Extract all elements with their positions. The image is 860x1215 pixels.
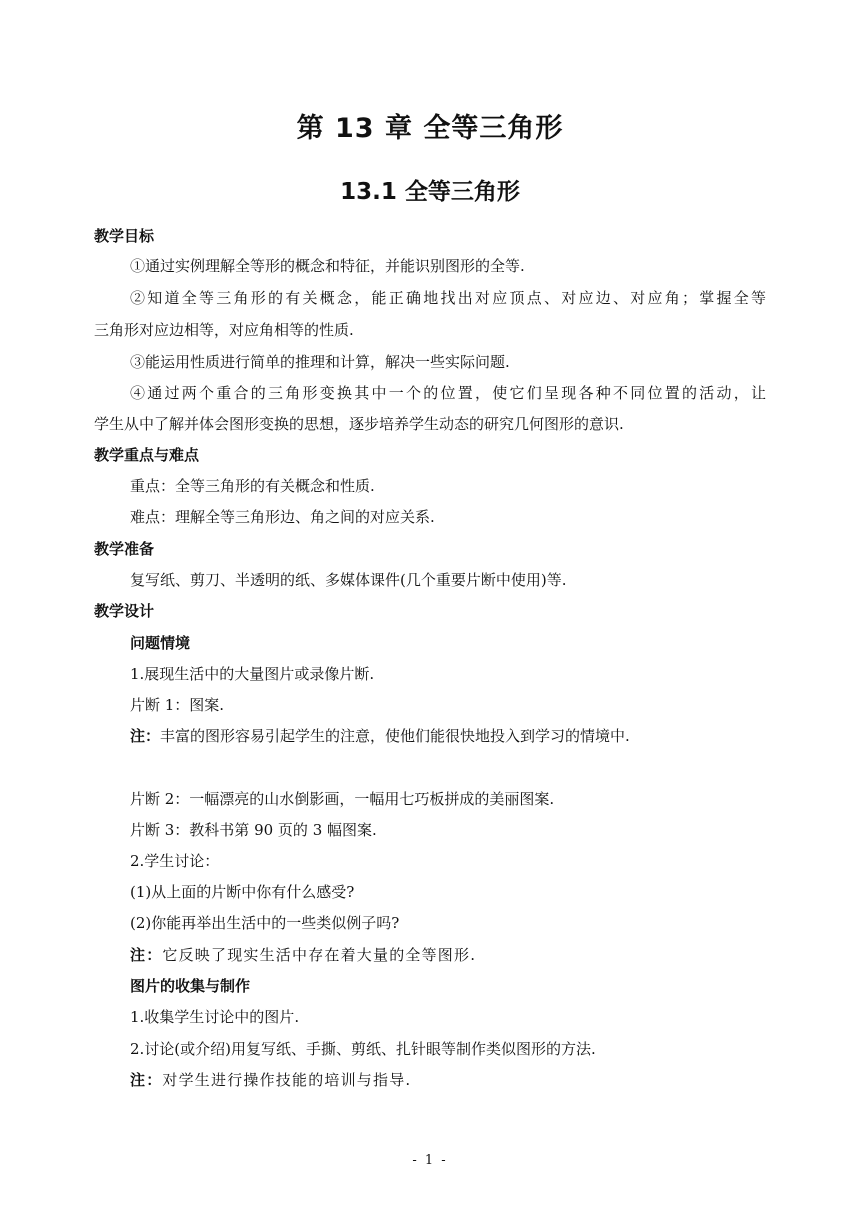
situation-note-2 xyxy=(130,945,476,965)
design-heading: 教学设计 xyxy=(94,602,155,620)
goal-item-3: ③能运用性质进行简单的推理和计算，解决一些实际问题. xyxy=(130,353,510,371)
note-label: 注： xyxy=(130,1071,163,1089)
collection-heading: 图片的收集与制作 xyxy=(130,977,251,995)
goal-item-4-line-2: 学生从中了解并体会图形变换的思想，逐步培养学生动态的研究几何图形的意识. xyxy=(94,415,624,433)
goal-item-2-line-1: ②知道全等三角形的有关概念，能正确地找出对应顶点、对应边、对应角；掌握全等 xyxy=(130,289,766,307)
note-text: 丰富的图形容易引起学生的注意，使他们能很快地投入到学习的情境中. xyxy=(160,727,630,745)
situation-line-4: 片断 3：教科书第 90 页的 3 幅图案. xyxy=(130,821,377,839)
key-points-heading: 教学重点与难点 xyxy=(94,446,200,464)
focus-point: 重点：全等三角形的有关概念和性质. xyxy=(130,477,375,495)
situation-note-1 xyxy=(130,726,630,746)
difficulty-point: 难点：理解全等三角形边、角之间的对应关系. xyxy=(130,508,435,526)
situation-line-6: (1)从上面的片断中你有什么感受? xyxy=(130,883,355,901)
page-number: - 1 - xyxy=(412,1153,448,1168)
goals-heading: 教学目标 xyxy=(94,227,155,245)
chapter-title: 第 13 章 全等三角形 xyxy=(296,113,564,144)
goal-item-2-line-2: 三角形对应边相等，对应角相等的性质. xyxy=(94,321,354,339)
collection-line-1: 1.收集学生讨论中的图片. xyxy=(130,1008,300,1026)
situation-line-5: 2.学生讨论： xyxy=(130,852,220,870)
note-label: 注： xyxy=(130,946,163,964)
note-text: 它反映了现实生活中存在着大量的全等图形. xyxy=(162,946,477,964)
collection-note xyxy=(130,1070,411,1090)
goal-item-4-line-1: ④通过两个重合的三角形变换其中一个的位置，使它们呈现各种不同位置的活动，让 xyxy=(130,384,766,402)
note-label: 注： xyxy=(130,727,161,745)
situation-heading: 问题情境 xyxy=(130,634,191,652)
preparation-heading: 教学准备 xyxy=(94,540,155,558)
collection-line-2: 2.讨论(或介绍)用复写纸、手撕、剪纸、扎针眼等制作类似图形的方法. xyxy=(130,1040,596,1058)
situation-line-3: 片断 2：一幅漂亮的山水倒影画，一幅用七巧板拼成的美丽图案. xyxy=(130,790,555,808)
preparation-text: 复写纸、剪刀、半透明的纸、多媒体课件(几个重要片断中使用)等. xyxy=(130,571,567,589)
situation-line-7: (2)你能再举出生活中的一些类似例子吗? xyxy=(130,914,400,932)
note-text: 对学生进行操作技能的培训与指导. xyxy=(162,1071,412,1089)
situation-line-1: 1.展现生活中的大量图片或录像片断. xyxy=(130,665,375,683)
section-title: 13.1 全等三角形 xyxy=(340,179,520,205)
situation-line-2: 片断 1：图案. xyxy=(130,696,225,714)
goal-item-1: ①通过实例理解全等形的概念和特征，并能识别图形的全等. xyxy=(130,257,525,275)
